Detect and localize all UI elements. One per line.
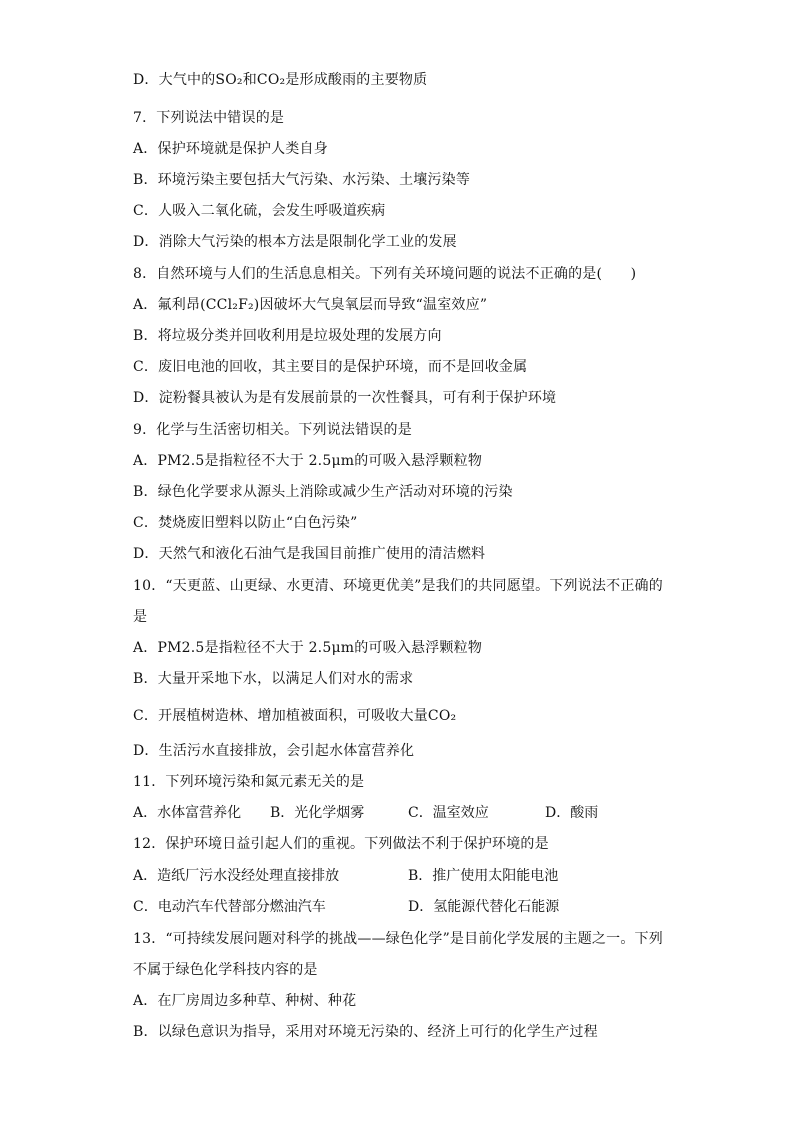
option-b-q7: B．环境污染主要包括大气污染、水污染、土壤污染等 <box>133 172 471 188</box>
option-d-q7: D．消除大气污染的根本方法是限制化学工业的发展 <box>133 234 457 250</box>
option-b-q10: B．大量开采地下水，以满足人们对水的需求 <box>133 671 414 687</box>
option-d-q6: D．大气中的SO₂和CO₂是形成酸雨的主要物质 <box>133 72 428 88</box>
option-c-q10: C．开展植树造林、增加植被面积，可吸收大量CO₂ <box>133 708 457 724</box>
option-c-q8: C．废旧电池的回收，其主要目的是保护环境，而不是回收金属 <box>133 359 528 375</box>
option-b-q11: B．光化学烟雾 <box>270 805 365 821</box>
option-c-q7: C．人吸入二氧化硫，会发生呼吸道疾病 <box>133 203 386 219</box>
option-c-q11: C．温室效应 <box>408 805 489 821</box>
question-10-line-1: 10．“天更蓝、山更绿、水更清、环境更优美”是我们的共同愿望。下列说法不正确的 <box>133 578 663 594</box>
option-c-q12: C．电动汽车代替部分燃油汽车 <box>133 899 326 915</box>
option-b-q9: B．绿色化学要求从源头上消除或减少生产活动对环境的污染 <box>133 484 513 500</box>
question-10-line-2: 是 <box>133 609 148 625</box>
option-a-q9: A．PM2.5是指粒径不大于 2.5μm的可吸入悬浮颗粒物 <box>133 453 483 469</box>
question-13-line-2: 不属于绿色化学科技内容的是 <box>133 962 318 978</box>
option-a-q10: A．PM2.5是指粒径不大于 2.5μm的可吸入悬浮颗粒物 <box>133 640 483 656</box>
option-b-q8: B．将垃圾分类并回收利用是垃圾处理的发展方向 <box>133 328 442 344</box>
question-13-line-1: 13．“可持续发展问题对科学的挑战——绿色化学”是目前化学发展的主题之一。下列 <box>133 931 663 947</box>
question-8: 8．自然环境与人们的生活息息相关。下列有关环境问题的说法不正确的是( ) <box>133 266 637 282</box>
question-11: 11．下列环境污染和氮元素无关的是 <box>133 774 365 790</box>
option-d-q11: D．酸雨 <box>545 805 599 821</box>
option-a-q11: A．水体富营养化 <box>133 805 242 821</box>
option-d-q12: D．氢能源代替化石能源 <box>408 899 560 915</box>
question-12: 12．保护环境日益引起人们的重视。下列做法不利于保护环境的是 <box>133 836 549 852</box>
question-9: 9．化学与生活密切相关。下列说法错误的是 <box>133 422 412 438</box>
option-c-q9: C．焚烧废旧塑料以防止“白色污染” <box>133 515 358 531</box>
option-a-q7: A．保护环境就是保护人类自身 <box>133 141 328 157</box>
option-a-q8: A．氟利昂(CCl₂F₂)因破坏大气臭氧层而导致“温室效应” <box>133 297 488 313</box>
option-d-q8: D．淀粉餐具被认为是有发展前景的一次性餐具，可有利于保护环境 <box>133 390 557 406</box>
option-d-q10: D．生活污水直接排放，会引起水体富营养化 <box>133 743 415 759</box>
option-d-q9: D．天然气和液化石油气是我国目前推广使用的清洁燃料 <box>133 546 486 562</box>
option-a-q13: A．在厂房周边多种草、种树、种花 <box>133 993 357 1009</box>
option-a-q12: A．造纸厂污水没经处理直接排放 <box>133 868 340 884</box>
option-b-q13: B．以绿色意识为指导，采用对环境无污染的、经济上可行的化学生产过程 <box>133 1024 598 1040</box>
question-7: 7．下列说法中错误的是 <box>133 110 285 126</box>
option-b-q12: B．推广使用太阳能电池 <box>408 868 559 884</box>
